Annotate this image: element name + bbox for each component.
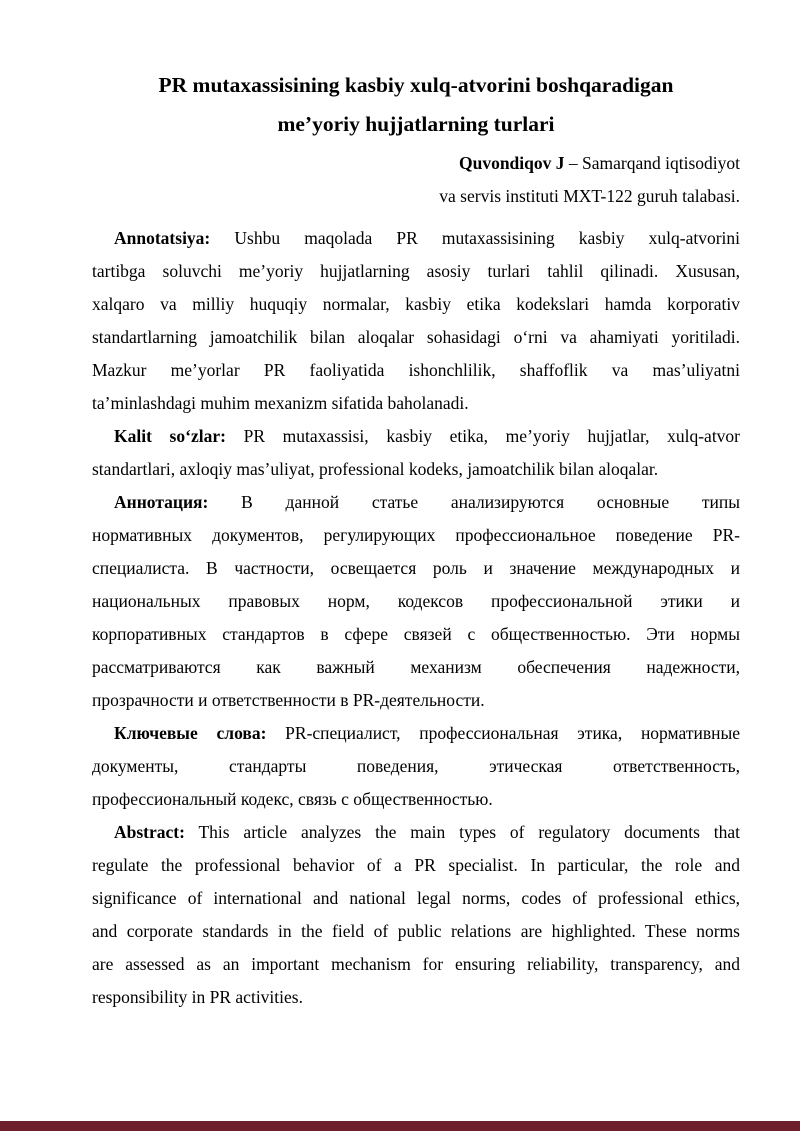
paragraph-line: специалиста. В частности, освещается роль и значение международных и — [92, 558, 740, 578]
paragraph-line: Mazkur me’yorlar PR faoliyatida ishonchlilik, shaffoflik va mas’uliyatni — [92, 360, 740, 380]
paragraph-line: xalqaro va milliy huquqiy normalar, kasbiy etika kodekslari hamda korporativ — [92, 294, 740, 314]
paragraph-keywords-uz — [92, 420, 740, 486]
paragraph-first-line: Аннотация: В данной статье анализируются основные типы — [114, 492, 740, 512]
paragraph-abstract-en — [92, 816, 740, 1014]
paragraph-label: Annotatsiya: — [114, 228, 211, 248]
paragraph-line: корпоративных стандартов в сфере связей с общественностью. Эти нормы — [92, 624, 740, 644]
author-line2: va servis instituti MXT-122 guruh talabasi. — [439, 186, 740, 206]
paragraph-last-line: responsibility in PR activities. — [92, 987, 303, 1007]
paragraph-label: Ключевые слова: — [114, 723, 267, 743]
paragraph-annotation-uz — [92, 222, 740, 420]
paragraph-label: Аннотация: — [114, 492, 209, 512]
author-line1 — [92, 147, 740, 180]
abstract-paragraphs — [92, 222, 740, 1014]
article-title-line1: PR mutaxassisining kasbiy xulq-atvorini boshqaradigan — [158, 73, 674, 97]
paragraph-line: standartlarning jamoatchilik bilan aloqalar sohasidagi oʻrni va ahamiyati yoritiladi. — [92, 327, 740, 347]
author-name: Quvondiqov J — [458, 153, 565, 173]
bottom-bar — [0, 1121, 800, 1131]
paragraph-line: документы, стандарты поведения, этическая ответственность, — [92, 756, 740, 776]
paragraph-last-line: standartlari, axloqiy mas’uliyat, professional kodeks, jamoatchilik bilan aloqalar. — [92, 459, 659, 479]
document-content — [92, 66, 740, 1014]
paragraph-annotation-ru — [92, 486, 740, 717]
author-block — [92, 147, 740, 213]
paragraph-first-line: Ключевые слова: PR-специалист, профессиональная этика, нормативные — [114, 723, 740, 743]
paragraph-line: regulate the professional behavior of a PR specialist. In particular, the role and — [92, 855, 740, 875]
paragraph-line: and corporate standards in the field of public relations are highlighted. These norms — [92, 921, 740, 941]
paragraph-line: tartibga soluvchi me’yoriy hujjatlarning asosiy turlari tahlil qilinadi. Xususan, — [92, 261, 740, 281]
paragraph-line: significance of international and national legal norms, codes of professional ethics, — [92, 888, 740, 908]
paragraph-line: рассматриваются как важный механизм обеспечения надежности, — [92, 657, 740, 677]
paragraph-first-line: Annotatsiya: Ushbu maqolada PR mutaxassisining kasbiy xulq-atvorini — [114, 228, 740, 248]
paragraph-line: are assessed as an important mechanism for ensuring reliability, transparency, and — [92, 954, 740, 974]
paragraph-label: Kalit soʻzlar: — [114, 426, 226, 446]
paragraph-keywords-ru — [92, 717, 740, 816]
paragraph-last-line: прозрачности и ответственности в PR-деятельности. — [92, 690, 485, 710]
article-title-line2: me’yoriy hujjatlarning turlari — [277, 112, 555, 136]
paragraph-first-line: Abstract: This article analyzes the main types of regulatory documents that — [114, 822, 740, 842]
paragraph-last-line: ta’minlashdagi muhim mexanizm sifatida baholanadi. — [92, 393, 469, 413]
paragraph-label: Abstract: — [114, 822, 185, 842]
paragraph-last-line: профессиональный кодекс, связь с общественностью. — [92, 789, 493, 809]
paragraph-first-line: Kalit soʻzlar: PR mutaxassisi, kasbiy etika, me’yoriy hujjatlar, xulq-atvor — [114, 426, 741, 446]
paragraph-line: нормативных документов, регулирующих профессиональное поведение PR- — [92, 525, 740, 545]
article-title — [92, 66, 740, 144]
author-affiliation-part1: – Samarqand iqtisodiyot — [564, 153, 740, 173]
paragraph-line: национальных правовых норм, кодексов профессиональной этики и — [92, 591, 740, 611]
